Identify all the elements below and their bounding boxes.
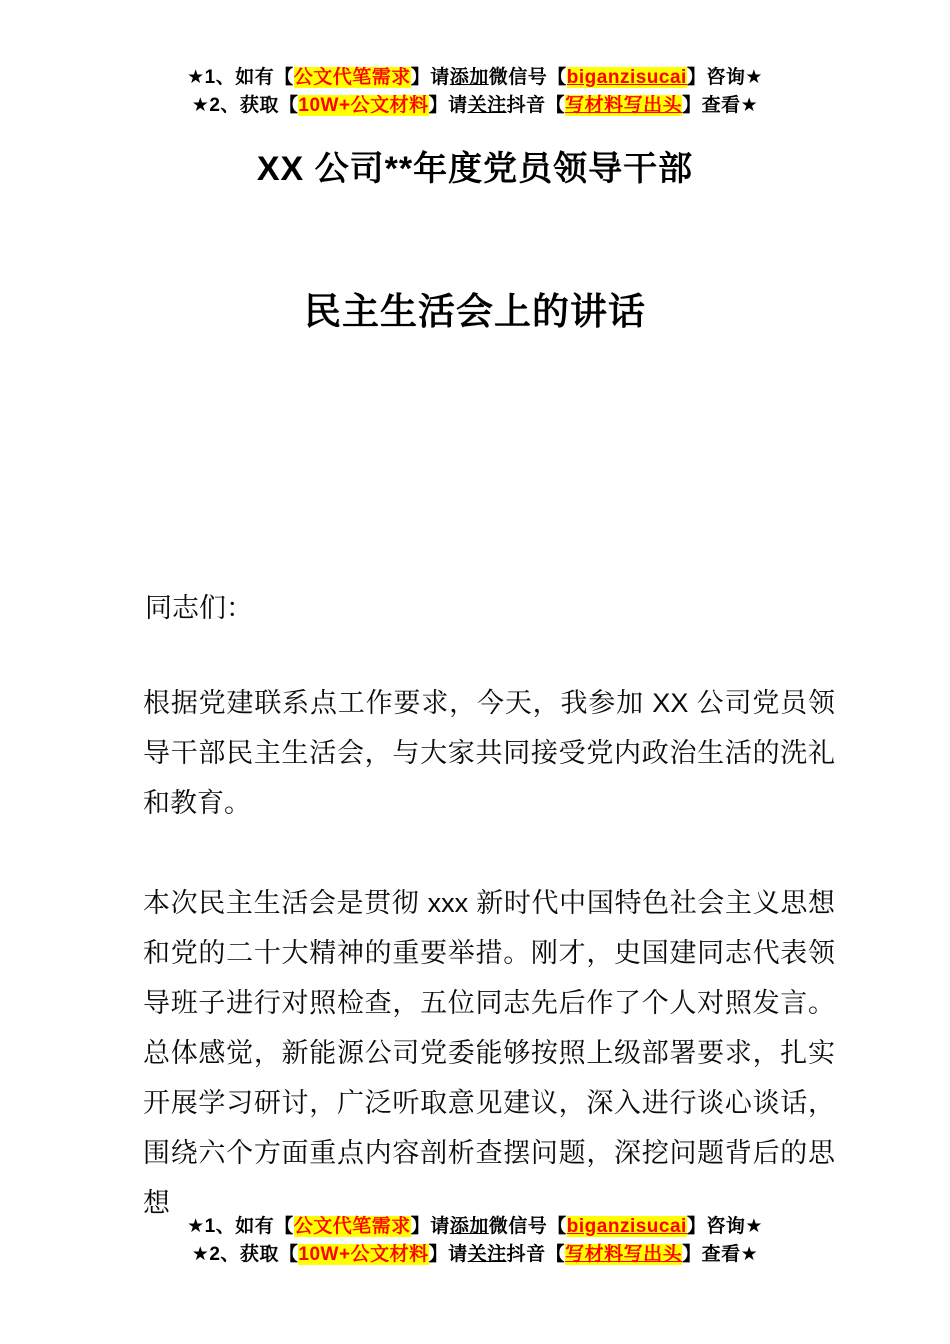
promo-text: ★2、获取【	[191, 95, 299, 116]
promo-highlight: 10W+公文材料	[298, 95, 429, 116]
header-promo-line-1	[0, 64, 950, 92]
footer-promo-line-2	[0, 1241, 950, 1269]
body-paragraph-2: 本次民主生活会是贯彻 xxx 新时代中国特色社会主义思想和党的二十大精神的重要举措。刚才，史国建同志代表领导班子进行对照检查，五位同志先后作了个人对照发言。总体感觉，新能源公司党委能够按照上级部署要求，扎实开展学习研讨，广泛听取意见建议，深入进行谈心谈话，围绕六个方面重点内容剖析查摆问题，深挖问题背后的思想	[143, 888, 835, 1218]
header-promo-banner	[0, 64, 950, 120]
promo-highlight: 10W+公文材料	[298, 1244, 429, 1265]
promo-text: 】咨询★	[686, 67, 763, 88]
promo-text: 抖音【	[506, 1244, 566, 1265]
promo-douyin-id: 写材料写出头	[565, 95, 683, 116]
document-title-line-2: 民主生活会上的讲话	[304, 291, 646, 332]
promo-text: 】查看★	[682, 95, 759, 116]
footer-promo-banner	[0, 1213, 950, 1269]
header-promo-line-2	[0, 92, 950, 120]
promo-text: 】请	[428, 95, 468, 116]
promo-douyin-id: 写材料写出头	[565, 1244, 683, 1265]
promo-text: 微信号【	[488, 1216, 567, 1237]
promo-text: ★2、获取【	[191, 1244, 299, 1265]
promo-highlight: 公文代笔需求	[293, 1216, 411, 1237]
promo-text: 微信号【	[488, 67, 567, 88]
promo-highlight: 公文代笔需求	[293, 67, 411, 88]
promo-text: 抖音【	[506, 95, 566, 116]
body-paragraph-1: 根据党建联系点工作要求，今天，我参加 XX 公司党员领导干部民主生活会，与大家共同接受党内政治生活的洗礼和教育。	[143, 688, 835, 818]
promo-underlined-text: 关注	[467, 95, 507, 116]
promo-text: ★1、如有【	[187, 1216, 294, 1237]
promo-underlined-text: 添加	[449, 67, 489, 88]
promo-underlined-text: 添加	[449, 1216, 489, 1237]
promo-text: ★1、如有【	[187, 67, 294, 88]
promo-text: 】咨询★	[686, 1216, 763, 1237]
promo-underlined-text: 关注	[467, 1244, 507, 1265]
promo-text: 】请	[410, 1216, 450, 1237]
promo-wechat-id: biganzisucai	[566, 1216, 687, 1237]
promo-text: 】请	[410, 67, 450, 88]
salutation: 同志们：	[145, 593, 253, 623]
promo-wechat-id: biganzisucai	[566, 67, 687, 88]
footer-promo-line-1	[0, 1213, 950, 1241]
promo-text: 】查看★	[682, 1244, 759, 1265]
document-title-line-1: XX 公司**年度党员领导干部	[256, 150, 694, 188]
promo-text: 】请	[428, 1244, 468, 1265]
